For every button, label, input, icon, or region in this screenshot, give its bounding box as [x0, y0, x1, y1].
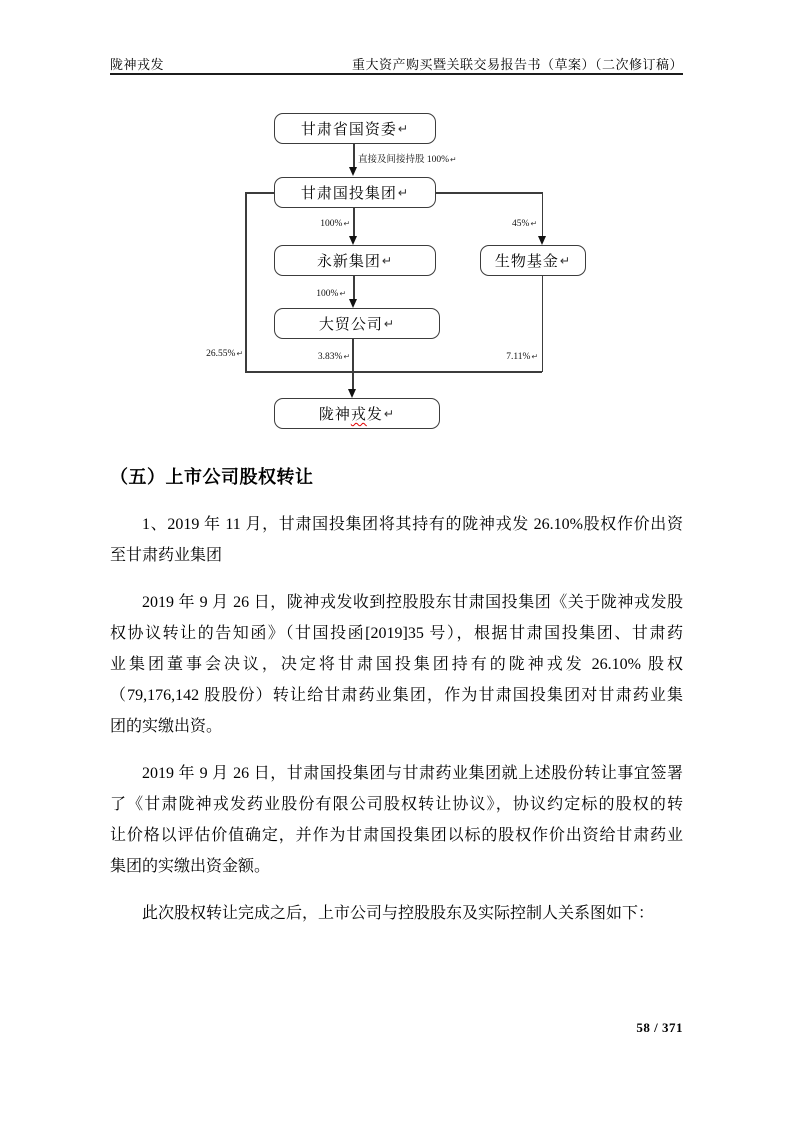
return-mark: ↵: [383, 406, 396, 421]
header-company-name: 陇神戎发: [110, 57, 165, 72]
paragraph-line: 让价格以评估价值确定，并作为甘肃国投集团以标的股权作价出资给甘肃药业: [110, 827, 683, 844]
node-damao-company: [274, 308, 440, 339]
node-label: 永新集团: [316, 254, 381, 270]
node-provincial-sasac: [274, 113, 436, 144]
return-mark: ↵: [236, 349, 243, 358]
return-mark: ↵: [450, 155, 457, 164]
return-mark: ↵: [397, 121, 410, 136]
node-yongxin-group: [274, 245, 436, 276]
node-label: 甘肃国投集团: [300, 186, 397, 202]
connector-line: [542, 192, 544, 236]
edge-label-text: 100%: [316, 289, 339, 299]
node-label: 大贸公司: [318, 317, 383, 333]
paragraph-line: 了《甘肃陇神戎发药业股份有限公司股权转让协议》，协议约定标的股权的转: [110, 796, 683, 813]
edge-label-3-83: [310, 352, 350, 362]
paragraph-line: （79,176,142 股股份）转让给甘肃药业集团，作为甘肃国投集团对甘肃药业集: [110, 687, 683, 704]
connector-line: [245, 192, 247, 372]
connector-line: [245, 371, 542, 373]
connector-line: [352, 339, 354, 389]
paragraph-line: 此次股权转让完成之后，上市公司与控股股东及实际控制人关系图如下：: [142, 905, 655, 922]
edge-label-text: 26.55%: [206, 349, 236, 359]
paragraph: [110, 898, 683, 929]
connector-line: [353, 276, 355, 299]
edge-label-text: 直接及间接持股 100%: [358, 155, 450, 165]
edge-label-text: 45%: [512, 219, 530, 229]
arrowhead-icon: [349, 236, 357, 245]
paragraph-line: 集团的实缴出资金额。: [110, 858, 271, 875]
section-heading: （五）上市公司股权转让: [110, 467, 314, 487]
node-longshen-rongfa: [274, 398, 440, 429]
paragraph-line: 2019 年 9 月 26 日，陇神戎发收到控股股东甘肃国投集团《关于陇神戎发股: [142, 594, 683, 611]
return-mark: ↵: [531, 352, 538, 361]
arrowhead-icon: [349, 299, 357, 308]
arrowhead-icon: [538, 236, 546, 245]
paragraph: [110, 758, 683, 882]
return-mark: ↵: [397, 185, 410, 200]
paragraph: [110, 587, 683, 742]
return-mark: ↵: [559, 253, 572, 268]
paragraph-line: 团的实缴出资。: [110, 718, 223, 735]
return-mark: ↵: [383, 316, 396, 331]
header-report-title: 重大资产购买暨关联交易报告书（草案）（二次修订稿）: [351, 57, 683, 72]
node-label: 陇神: [318, 407, 351, 423]
arrowhead-icon: [348, 389, 356, 398]
misspelling-squiggle: 戎: [350, 407, 367, 423]
paragraph: [110, 509, 683, 571]
edge-label-26-55: [203, 349, 243, 359]
paragraph-line: 业集团董事会决议，决定将甘肃国投集团持有的陇神戎发 26.10% 股权: [110, 656, 683, 673]
return-mark: ↵: [381, 253, 394, 268]
edge-label-100-a: [314, 219, 350, 229]
edge-label-text: 3.83%: [317, 352, 343, 362]
connector-line: [353, 208, 355, 236]
node-label: 发: [366, 407, 383, 423]
arrowhead-icon: [349, 167, 357, 176]
connector-line: [542, 276, 544, 372]
paragraph-line: 2019 年 9 月 26 日，甘肃国投集团与甘肃药业集团就上述股份转让事宜签署: [142, 765, 683, 782]
connector-line: [245, 192, 274, 194]
edge-label-7-11: [500, 352, 538, 362]
node-gansu-guotou: [274, 177, 436, 208]
header-divider: [110, 73, 683, 75]
body-paragraphs: [110, 509, 683, 945]
paragraph-line: 至甘肃药业集团: [110, 547, 223, 564]
edge-label-100-b: [310, 289, 346, 299]
return-mark: ↵: [343, 219, 350, 228]
edge-label-text: 7.11%: [506, 352, 531, 362]
page-header: [110, 54, 683, 73]
edge-label-text: 100%: [320, 219, 343, 229]
return-mark: ↵: [343, 352, 350, 361]
page-number: 58 / 371: [636, 1020, 683, 1035]
node-label: 甘肃省国资委: [300, 122, 397, 138]
return-mark: ↵: [339, 289, 346, 298]
connector-line: [436, 192, 543, 194]
connector-line: [353, 144, 355, 168]
return-mark: ↵: [530, 219, 537, 228]
edge-label-direct-indirect: [358, 151, 457, 165]
paragraph-line: 权协议转让的告知函》（甘国投函[2019]35 号），根据甘肃国投集团、甘肃药: [110, 625, 683, 642]
edge-label-45: [503, 219, 537, 229]
node-bio-fund: [480, 245, 586, 276]
paragraph-line: 1、2019 年 11 月，甘肃国投集团将其持有的陇神戎发 26.10%股权作价出资: [142, 516, 683, 533]
node-label: 生物基金: [494, 254, 559, 270]
